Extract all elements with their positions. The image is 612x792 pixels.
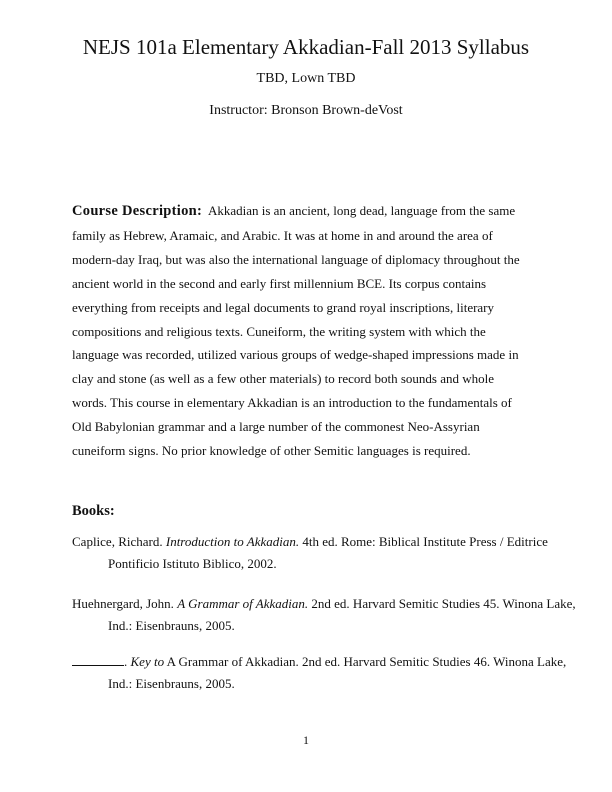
book-details: 2nd ed. Harvard Semitic Studies 45. Winona Lake, Ind.: Eisenbrauns, 2005. (108, 596, 576, 633)
course-description-heading: Course Description: (72, 203, 203, 219)
course-description (72, 199, 532, 463)
book-title: Introduction to Akkadian. (165, 534, 300, 549)
course-description-body: Akkadian is an ancient, long dead, language from the same family as Hebrew, Aramaic, and Arabic. It was at home in and around the area of modern-day Iraq, but was also the international language of diplomacy throughout the ancient world in the second and early first millennium BCE. Its corpus contains everything from receipts and legal documents to grand royal inscriptions, literary compositions and religious texts. Cuneiform, the writing system with which the language was recorded, utilized various groups of wedge-shaped impressions made in clay and stone (as well as a few other materials) to record both sounds and whole words. This course in elementary Akkadian is an introduction to the fundamentals of Old Babylonian grammar and a large number of the commonest Neo-Assyrian cuneiform signs. No prior knowledge of other Semitic languages is required. (72, 203, 520, 459)
book-reference (72, 593, 578, 637)
book-reference (72, 651, 578, 695)
books-heading: Books: (72, 503, 115, 519)
book-title: A Grammar of Akkadian. (177, 596, 309, 611)
instructor-line: Instructor: Bronson Brown-deVost (209, 103, 403, 118)
book-author: Huehnergard, John. (72, 596, 174, 611)
book-reference (72, 531, 578, 575)
course-location: TBD, Lown TBD (256, 71, 356, 86)
book-details: 4th ed. Rome: Biblical Institute Press / Editrice Pontificio Istituto Biblico, 2002. (108, 534, 548, 571)
page-number: 1 (303, 733, 309, 747)
repeated-author-rule (72, 653, 124, 666)
book-details: A Grammar of Akkadian. 2nd ed. Harvard Semitic Studies 46. Winona Lake, Ind.: Eisenbrauns, 2005. (108, 654, 567, 691)
book-author: . (124, 654, 128, 669)
page-title: NEJS 101a Elementary Akkadian-Fall 2013 Syllabus (82, 35, 530, 59)
book-title: Key to (130, 654, 165, 669)
book-author: Caplice, Richard. (72, 534, 163, 549)
